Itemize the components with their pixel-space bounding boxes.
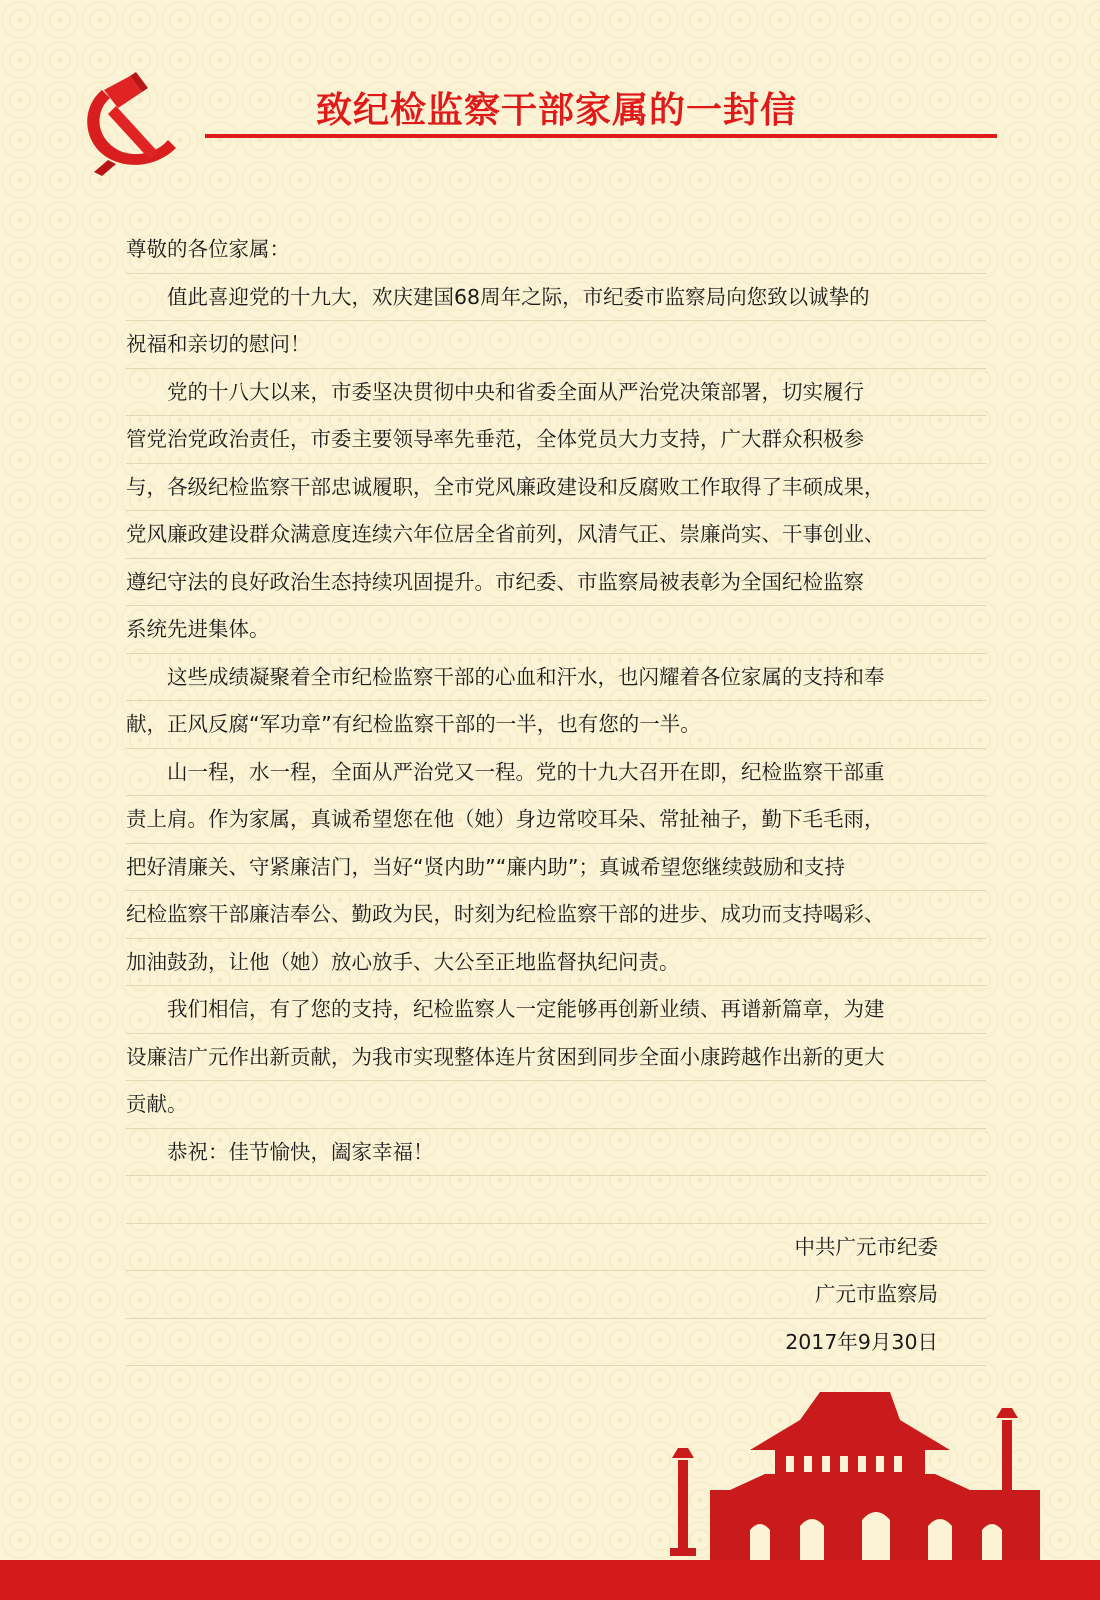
letter-line <box>126 1176 986 1224</box>
letter-line: 责上肩。作为家属，真诚希望您在他（她）身边常咬耳朵、常扯袖子，勤下毛毛雨， <box>126 796 986 844</box>
title-underline <box>205 134 997 138</box>
letter-line: 这些成绩凝聚着全市纪检监察干部的心血和汗水，也闪耀着各位家属的支持和奉 <box>126 654 986 702</box>
letter-body <box>126 226 986 1366</box>
signature-line: 中共广元市纪委 <box>126 1224 986 1272</box>
letter-line: 山一程，水一程，全面从严治党又一程。党的十九大召开在即，纪检监察干部重 <box>126 749 986 797</box>
letter-line: 党的十八大以来，市委坚决贯彻中央和省委全面从严治党决策部署，切实履行 <box>126 369 986 417</box>
letter-line: 恭祝：佳节愉快，阖家幸福！ <box>126 1129 986 1177</box>
letter-line: 祝福和亲切的慰问！ <box>126 321 986 369</box>
footer-red-band <box>0 1560 1100 1600</box>
letter-line: 与，各级纪检监察干部忠诚履职，全市党风廉政建设和反腐败工作取得了丰硕成果， <box>126 464 986 512</box>
letter-line: 我们相信，有了您的支持，纪检监察人一定能够再创新业绩、再谱新篇章，为建 <box>126 986 986 1034</box>
letter-line: 值此喜迎党的十九大，欢庆建国68周年之际，市纪委市监察局向您致以诚挚的 <box>126 274 986 322</box>
letter-line: 加油鼓劲，让他（她）放心放手、大公至正地监督执纪问责。 <box>126 939 986 987</box>
letter-line: 党风廉政建设群众满意度连续六年位居全省前列，风清气正、崇廉尚实、干事创业、 <box>126 511 986 559</box>
letter-line: 献，正风反腐“军功章”有纪检监察干部的一半，也有您的一半。 <box>126 701 986 749</box>
letter-line: 设廉洁广元作出新贡献，为我市实现整体连片贫困到同步全面小康跨越作出新的更大 <box>126 1034 986 1082</box>
signature-line: 2017年9月30日 <box>126 1319 986 1367</box>
party-emblem-icon <box>72 68 190 176</box>
letter-line: 纪检监察干部廉洁奉公、勤政为民，时刻为纪检监察干部的进步、成功而支持喝彩、 <box>126 891 986 939</box>
tiananmen-gate-icon <box>600 1380 1100 1562</box>
signature-line: 广元市监察局 <box>126 1271 986 1319</box>
letter-line: 把好清廉关、守紧廉洁门，当好“贤内助”“廉内助”；真诚希望您继续鼓励和支持 <box>126 844 986 892</box>
letter-line: 管党治党政治责任，市委主要领导率先垂范，全体党员大力支持，广大群众积极参 <box>126 416 986 464</box>
letter-line: 尊敬的各位家属： <box>126 226 986 274</box>
letter-line: 系统先进集体。 <box>126 606 986 654</box>
page-title: 致纪检监察干部家属的一封信 <box>316 90 798 131</box>
letter-line: 遵纪守法的良好政治生态持续巩固提升。市纪委、市监察局被表彰为全国纪检监察 <box>126 559 986 607</box>
letter-line: 贡献。 <box>126 1081 986 1129</box>
